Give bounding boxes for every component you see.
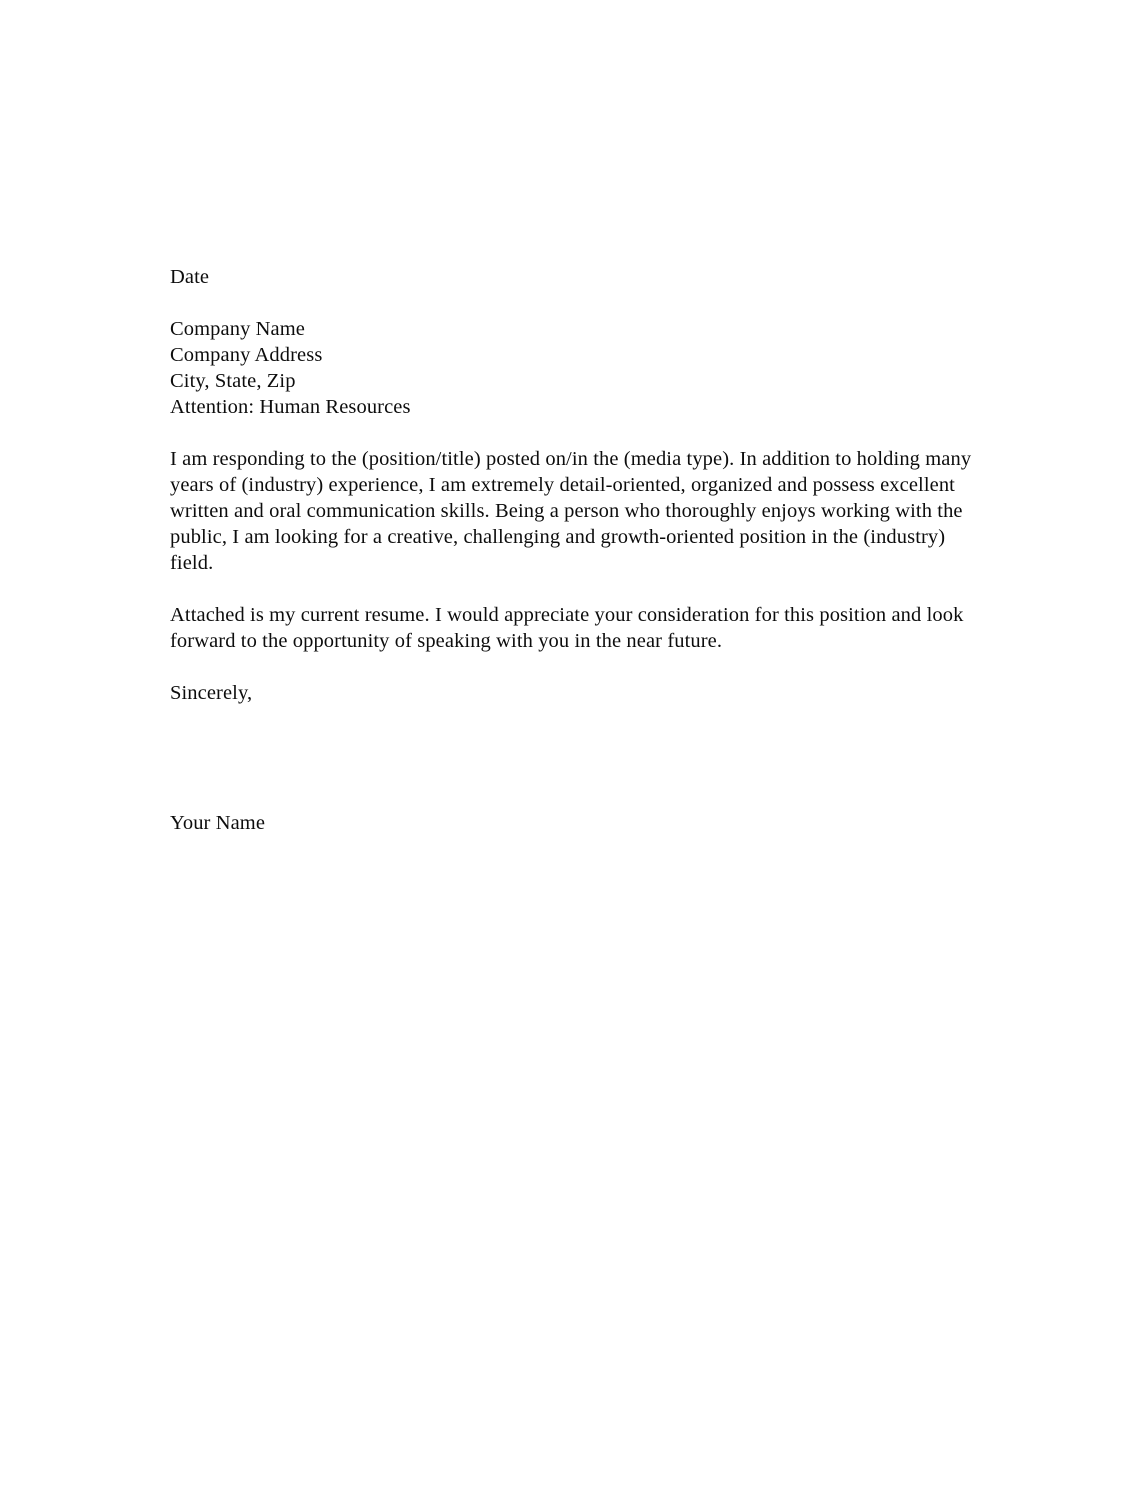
signature-name: Your Name [170,812,266,834]
recipient-company-address: Company Address [170,344,323,366]
date-block [170,264,990,290]
recipient-attention-line: Attention: Human Resources [170,396,411,418]
closing-line: Sincerely, [170,682,253,704]
body-paragraph-1: I am responding to the (position/title) posted on/in the (media type). In addition to holding many years of (industry) experience, I am extremely detail-oriented, organized and possess excellent written and oral communication skills. Being a person who thoroughly enjoys working with the public, I am looking for a creative, challenging and growth-oriented position in the (industry) field. [170,448,972,574]
recipient-company-name: Company Name [170,318,305,340]
closing-block [170,680,990,706]
cover-letter [170,264,990,836]
date-line: Date [170,266,210,288]
recipient-city-state-zip: City, State, Zip [170,370,296,392]
recipient-block [170,316,990,420]
body-paragraph-2: Attached is my current resume. I would appreciate your consideration for this position and look forward to the opportunity of speaking with you in the near future. [170,604,964,652]
signature-block [170,810,990,836]
